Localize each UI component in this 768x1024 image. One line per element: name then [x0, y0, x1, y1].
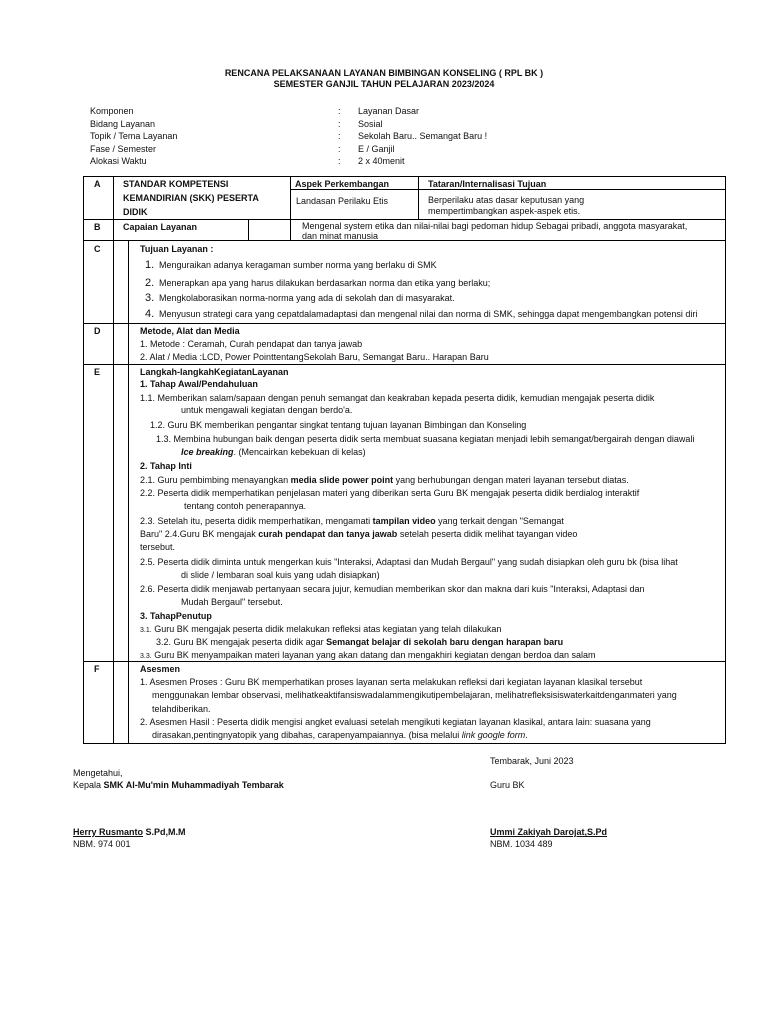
- tataran-header: Tataran/Internalisasi Tujuan: [428, 179, 547, 189]
- place-date: Tembarak, Juni 2023: [490, 756, 574, 766]
- step-3-1-text: Guru BK mengajak peserta didik melakukan refleksi atas kegiatan yang telah dilakukan: [151, 624, 502, 634]
- step-1-3-cont: [181, 447, 366, 458]
- tujuan-text: Menerapkan apa yang harus dilakukan berdasarkan norma dan etika yang berlaku;: [159, 278, 491, 288]
- step-2-1: [140, 475, 629, 486]
- tujuan-item: [145, 260, 437, 271]
- asesmen-label: Asesmen: [140, 664, 181, 674]
- step-2-3-post: yang terkait dengan "Semangat: [435, 516, 564, 526]
- step-2-4-post: setelah peserta didik melihat tayangan video: [397, 529, 578, 539]
- tujuan-text: Menyusun strategi cara yang cepatdalamadaptasi dan mengenal nilai dan norma di SMK, sehingga dapat mengembangkan potensi diri: [159, 309, 698, 319]
- step-3-2: [156, 637, 563, 648]
- meta-value: Sekolah Baru.. Semangat Baru !: [358, 131, 488, 141]
- asesmen-hasil-post: .: [525, 730, 528, 740]
- step-3-1: [140, 624, 501, 636]
- kepala-sekolah-title: [73, 780, 284, 790]
- document-title-line-2: SEMESTER GANJIL TAHUN PELAJARAN 2023/2024: [273, 79, 495, 89]
- tahap-inti-title: 2. Tahap Inti: [140, 461, 192, 471]
- tataran-value-line-2: mempertimbangkan aspek-aspek etis.: [428, 206, 581, 216]
- meta-key: Fase / Semester: [90, 143, 157, 154]
- mengetahui-label: Mengetahui,: [73, 768, 123, 778]
- step-3-3-number: 3.3.: [140, 653, 152, 660]
- step-3-3-text: Guru BK menyampaikan materi layanan yang akan datang dan mengakhiri kegiatan dengan berdoa dan salam: [151, 650, 596, 660]
- asesmen-hasil-cont: [152, 730, 528, 741]
- row-letter-d: D: [94, 326, 101, 336]
- table-border: [83, 240, 726, 241]
- skk-label-line-1: STANDAR KOMPETENSI: [123, 179, 229, 189]
- tujuan-number: 1.: [145, 259, 155, 271]
- aspek-header: Aspek Perkembangan: [295, 179, 390, 189]
- principal-name: [73, 827, 186, 837]
- alat-media-line: 2. Alat / Media :LCD, Power PointtentangSekolah Baru, Semangat Baru.. Harapan Baru: [140, 352, 489, 362]
- step-3-1-number: 3.1.: [140, 627, 152, 634]
- table-border: [83, 364, 726, 365]
- asesmen-proses: 1. Asesmen Proses : Guru BK memperhatikan proses layanan serta melakukan refleksi dari kegiatan layanan klasikal tersebut: [140, 677, 643, 687]
- tataran-value-line-1: Berperilaku atas dasar keputusan yang: [428, 195, 585, 205]
- tujuan-label: Tujuan Layanan :: [140, 244, 214, 254]
- skk-label-line-2: KEMANDIRIAN (SKK) PESERTA: [123, 193, 259, 203]
- step-2-1-pre: 2.1. Guru pembimbing menayangkan: [140, 475, 291, 485]
- meta-row: [90, 155, 690, 168]
- meta-key: Alokasi Waktu: [90, 156, 147, 166]
- school-name: SMK Al-Mu'min Muhammadiyah Tembarak: [103, 780, 284, 790]
- meta-key: Topik / Tema Layanan: [90, 131, 178, 141]
- counselor-nbm: NBM. 1034 489: [490, 839, 553, 849]
- tujuan-item: [145, 293, 455, 304]
- table-border: [83, 176, 726, 177]
- meta-colon: :: [338, 156, 341, 166]
- skk-label-line-3: DIDIK: [123, 207, 148, 217]
- table-border: [113, 176, 114, 744]
- meta-colon: :: [338, 118, 341, 129]
- principal-degree: S.Pd,M.M: [143, 827, 186, 837]
- table-border: [725, 176, 726, 744]
- tujuan-text: Menguraikan adanya keragaman sumber norma yang berlaku di SMK: [159, 260, 437, 270]
- meta-key: Komponen: [90, 106, 134, 116]
- step-1-3-rest: . (Mencairkan kebekuan di kelas): [233, 447, 366, 457]
- step-2-4-cont: tersebut.: [140, 542, 176, 552]
- meta-block: [90, 105, 690, 168]
- table-border: [83, 176, 84, 744]
- table-border: [83, 219, 726, 220]
- capaian-text-line-1: Mengenal system etika dan nilai-nilai bagi pedoman hidup Sebagai pribadi, anggota masyarakat,: [302, 221, 688, 231]
- table-border: [83, 743, 726, 744]
- metode-label: Metode, Alat dan Media: [140, 326, 240, 336]
- google-form-link-text: link google form: [461, 730, 526, 740]
- tujuan-item: [145, 309, 697, 320]
- meta-colon: :: [338, 143, 341, 154]
- step-2-3-bold: tampilan video: [372, 516, 436, 526]
- step-1-2: 1.2. Guru BK memberikan pengantar singkat tentang tujuan layanan Bimbingan dan Konseling: [150, 420, 527, 430]
- table-border: [83, 323, 726, 324]
- step-2-2-cont: tentang contoh penerapannya.: [184, 501, 307, 511]
- meta-value: 2 x 40menit: [358, 156, 405, 166]
- asesmen-hasil: 2. Asesmen Hasil : Peserta didik mengisi angket evaluasi setelah mengikuti kegiatan layanan klasikal, antara lain: suasana yang: [140, 717, 651, 727]
- principal-name-underlined: Herry Rusmanto: [73, 827, 144, 837]
- step-2-2: 2.2. Peserta didik memperhatikan penjelasan materi yang diberikan serta Guru BK mengajak peserta didik berdialog interaktif: [140, 488, 640, 498]
- asesmen-hasil-pre: dirasakan,pentingnyatopik yang dibahas, carapenyampaiannya. (bisa melalui: [152, 730, 462, 740]
- meta-value: E / Ganjil: [358, 143, 395, 154]
- step-1-3: 1.3. Membina hubungan baik dengan peserta didik serta membuat suasana kegiatan menjadi lebih semangat/bergairah dengan diawali: [156, 434, 695, 444]
- ice-breaking-text: Ice breaking: [181, 447, 234, 457]
- row-letter-c: C: [94, 244, 101, 254]
- capaian-text-line-2: dan minat manusia: [302, 231, 379, 241]
- document-title-line-1: RENCANA PELAKSANAAN LAYANAN BIMBINGAN KONSELING ( RPL BK ): [224, 68, 544, 78]
- table-border: [418, 176, 419, 219]
- step-2-6: 2.6. Peserta didik menjawab pertanyaan secara jujur, kemudian memberikan skor dan makna dari kuis "Interaksi, Adaptasi dan: [140, 584, 645, 594]
- capaian-label: Capaian Layanan: [123, 222, 198, 232]
- step-2-3: [140, 516, 564, 527]
- counselor-name: Ummi Zakiyah Darojat,S.Pd: [490, 827, 608, 837]
- meta-colon: :: [338, 131, 341, 141]
- tujuan-number: 3.: [145, 292, 155, 304]
- meta-colon: :: [338, 106, 341, 116]
- meta-value: Layanan Dasar: [358, 106, 420, 116]
- meta-row: [90, 118, 690, 131]
- aspek-value: Landasan Perilaku Etis: [296, 196, 389, 206]
- tujuan-number: 2.: [145, 277, 155, 289]
- meta-key: Bidang Layanan: [90, 118, 156, 129]
- guru-bk-label: Guru BK: [490, 780, 525, 790]
- metode-line: 1. Metode : Ceramah, Curah pendapat dan tanya jawab: [140, 339, 363, 349]
- meta-value: Sosial: [358, 118, 383, 129]
- tahap-penutup-title: 3. TahapPenutup: [140, 611, 212, 621]
- step-2-1-post: yang berhubungan dengan materi layanan tersebut diatas.: [393, 475, 629, 485]
- asesmen-proses-cont: menggunakan lembar observasi, melihatkeaktifansiswadalammengikutipembelajaran, melihatrefleksisiswaterkaitdenganmateri yang: [152, 690, 677, 700]
- asesmen-proses-cont-2: telahdiberikan.: [152, 704, 211, 714]
- meta-row: [90, 130, 690, 143]
- step-2-4-bold: curah pendapat dan tanya jawab: [258, 529, 398, 539]
- step-1-1: 1.1. Memberikan salam/sapaan dengan penuh semangat dan keakraban kepada peserta didik, kemudian mengajak peserta didik: [140, 393, 655, 403]
- step-1-1-cont: untuk mengawali kegiatan dengan berdo'a.: [181, 405, 353, 415]
- table-border: [128, 240, 129, 744]
- row-letter-f: F: [94, 664, 100, 674]
- tujuan-item: [145, 278, 490, 289]
- principal-nbm: NBM. 974 001: [73, 839, 131, 849]
- table-border: [248, 219, 249, 240]
- table-border: [290, 176, 291, 219]
- row-letter-b: B: [94, 222, 101, 232]
- step-2-4: [140, 529, 577, 540]
- tahap-awal-title: 1. Tahap Awal/Pendahuluan: [140, 379, 258, 389]
- row-letter-a: A: [94, 179, 101, 189]
- step-2-5: 2.5. Peserta didik diminta untuk mengerkan kuis "Interaksi, Adaptasi dan Mudah Bergaul" yang sudah disiapkan oleh guru bk (bisa lihat: [140, 557, 678, 567]
- step-2-1-bold: media slide power point: [290, 475, 394, 485]
- tujuan-text: Mengkolaborasikan norma-norma yang ada di sekolah dan di masyarakat.: [159, 293, 455, 303]
- kepala-prefix: Kepala: [73, 780, 104, 790]
- tujuan-number: 4.: [145, 308, 155, 320]
- step-3-3: [140, 650, 595, 662]
- meta-row: [90, 143, 690, 156]
- step-3-2-pre: 3.2. Guru BK mengajak peserta didik agar: [156, 637, 327, 647]
- step-2-6-cont: Mudah Bergaul" tersebut.: [181, 597, 283, 607]
- step-3-2-bold: Semangat belajar di sekolah baru dengan harapan baru: [326, 637, 564, 647]
- meta-row: [90, 105, 690, 118]
- table-border: [290, 219, 291, 240]
- step-2-5-cont: di slide / lembaran soal kuis yang udah disiapkan): [181, 570, 380, 580]
- langkah-label: Langkah-langkahKegiatanLayanan: [140, 367, 289, 377]
- step-2-3-pre: 2.3. Setelah itu, peserta didik memperhatikan, mengamati: [140, 516, 373, 526]
- step-2-4-pre: Baru" 2.4.Guru BK mengajak: [140, 529, 259, 539]
- row-letter-e: E: [94, 367, 101, 377]
